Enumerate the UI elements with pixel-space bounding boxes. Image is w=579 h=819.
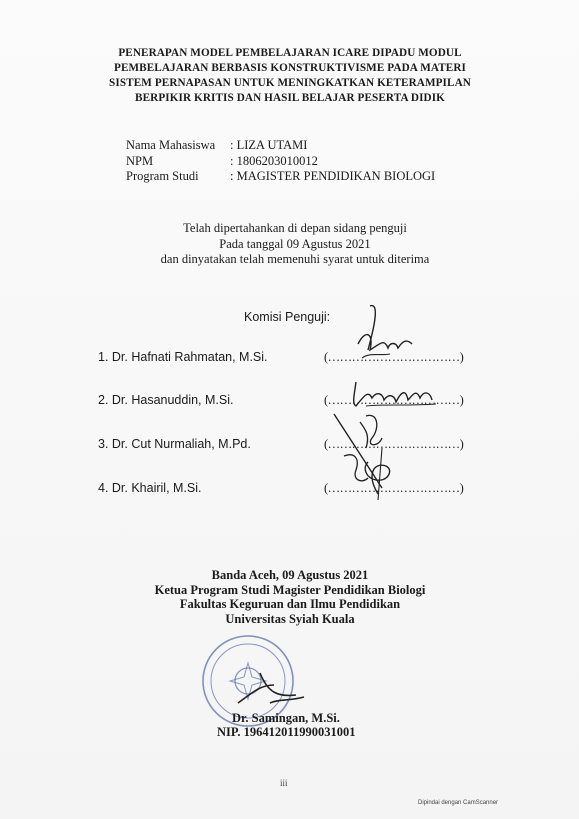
defense-line-2: Pada tanggal 09 Agustus 2021 xyxy=(219,236,371,251)
page-number: iii xyxy=(280,778,288,788)
head-title: Ketua Program Studi Magister Pendidikan Biologi xyxy=(154,582,426,597)
title-line-2: PEMBELAJARAN BERBASIS KONSTRUKTIVISME PADA MATERI xyxy=(114,62,466,74)
title-line-4: BERPIKIR KRITIS DAN HASIL BELAJAR PESERTA DIDIK xyxy=(135,92,445,104)
examiner-2-signature-line: (……………………………) xyxy=(324,393,464,407)
identity-value: : LIZA UTAMI xyxy=(230,138,308,152)
identity-label: Nama Mahasiswa xyxy=(126,138,216,152)
title-line-1: PENERAPAN MODEL PEMBELAJARAN ICARE DIPADU MODUL xyxy=(118,47,462,59)
examiner-1-name: 1. Dr. Hafnati Rahmatan, M.Si. xyxy=(98,350,268,364)
examiner-4-name: 4. Dr. Khairil, M.Si. xyxy=(98,481,202,495)
faculty-name: Fakultas Keguruan dan Ilmu Pendidikan xyxy=(179,597,401,611)
identity-row-name xyxy=(126,138,435,154)
committee-heading: Komisi Penguji: xyxy=(244,310,331,324)
identity-label: Program Studi xyxy=(126,169,199,183)
defense-line-3: dan dinyatakan telah memenuhi syarat untuk diterima xyxy=(160,252,430,266)
place-date: Banda Aceh, 09 Agustus 2021 xyxy=(211,568,369,582)
identity-label: NPM xyxy=(126,153,154,168)
defense-line-1: Telah dipertahankan di depan sidang penguji xyxy=(183,221,407,235)
university-name: Universitas Syiah Kuala xyxy=(225,611,355,626)
scanner-watermark: Dipindai dengan CamScanner xyxy=(418,800,499,806)
head-nip: NIP. 196412011990031001 xyxy=(217,725,356,739)
identity-value: : MAGISTER PENDIDIKAN BIOLOGI xyxy=(230,169,436,183)
identity-value: : 1806203010012 xyxy=(230,153,318,168)
examiner-3-signature-line: (……………………………) xyxy=(324,437,464,451)
student-identity xyxy=(126,138,435,185)
identity-row-program xyxy=(126,169,435,185)
examiner-4-signature-line: (……………………………) xyxy=(324,481,464,495)
examiner-2-name: 2. Dr. Hasanuddin, M.Si. xyxy=(98,393,234,407)
approval-block xyxy=(90,568,490,626)
signature-3-4-image xyxy=(326,408,406,500)
examiner-3-name: 3. Dr. Cut Nurmaliah, M.Pd. xyxy=(98,437,251,451)
signature-1-image xyxy=(340,298,430,370)
title-line-3: SISTEM PERNAPASAN UNTUK MENINGKATKAN KETERAMPILAN xyxy=(109,77,471,89)
examiner-1-signature-line: (……………………………) xyxy=(324,350,464,364)
head-name: Dr. Samingan, M.Si. xyxy=(232,711,340,725)
document-title xyxy=(60,46,520,106)
identity-row-npm xyxy=(126,154,435,170)
defense-statement xyxy=(100,221,490,268)
